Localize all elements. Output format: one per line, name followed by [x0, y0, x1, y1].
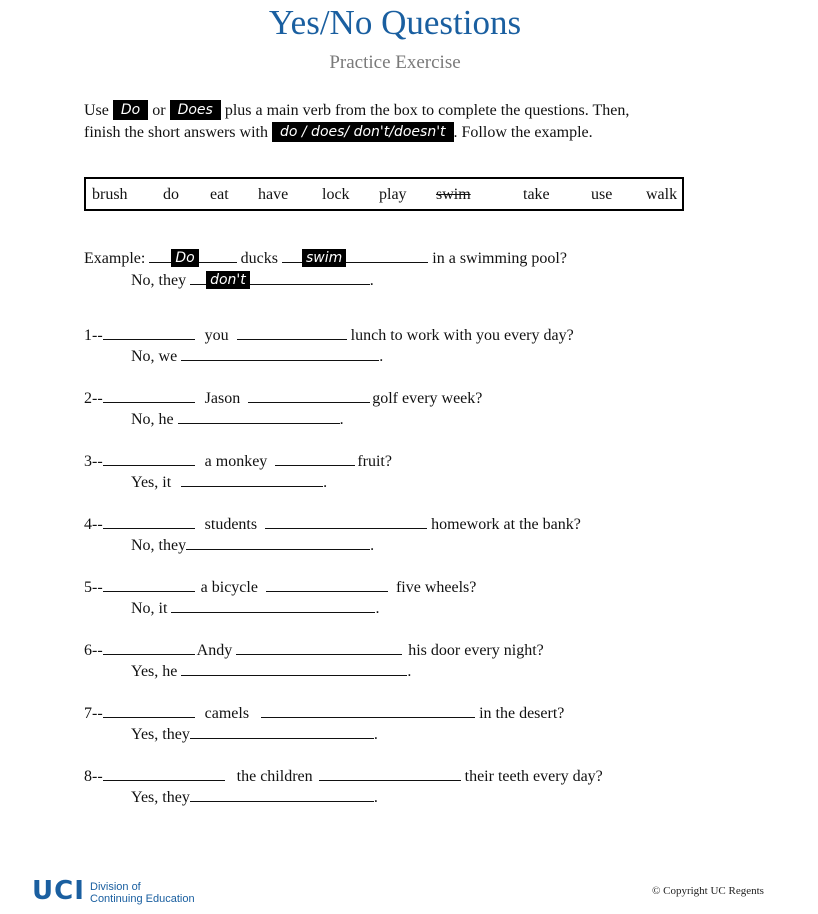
- question-number: 7--: [84, 705, 103, 722]
- answer-blank[interactable]: [236, 640, 402, 655]
- answer-blank[interactable]: [266, 577, 388, 592]
- answer-blank[interactable]: [103, 388, 195, 403]
- question-rest: homework at the bank?: [431, 516, 581, 533]
- answer-1: [131, 346, 383, 366]
- answer-blank[interactable]: [181, 661, 407, 676]
- question-rest: his door every night?: [408, 642, 544, 659]
- word-box: [84, 177, 684, 211]
- example-subject: ducks: [240, 250, 278, 267]
- question-subject: a bicycle: [200, 579, 258, 596]
- answer-start: No, they: [131, 537, 187, 554]
- answer-5: [131, 598, 379, 618]
- answer-start: Yes, it: [131, 474, 172, 491]
- answer-blank[interactable]: [248, 388, 370, 403]
- instructions-text: . Follow the example.: [453, 124, 593, 141]
- answer-6: [131, 661, 411, 681]
- question-1: [84, 325, 574, 345]
- answer-4: [131, 535, 374, 555]
- blank: [250, 270, 370, 285]
- answer-blank[interactable]: [265, 514, 427, 529]
- answer-blank[interactable]: [181, 346, 379, 361]
- answer-7: [131, 724, 378, 744]
- division-line-1: Division of: [90, 881, 141, 893]
- example-verb-answer: swim: [302, 249, 346, 267]
- answer-blank[interactable]: [190, 724, 374, 739]
- question-subject: a monkey: [204, 453, 268, 470]
- answer-end: .: [339, 411, 344, 428]
- answer-start: No, we: [131, 348, 178, 365]
- question-4: [84, 514, 581, 534]
- question-number: 5--: [84, 579, 103, 596]
- blank: [190, 270, 206, 285]
- answer-end: .: [323, 474, 328, 491]
- question-number: 6--: [84, 642, 103, 659]
- answer-end: .: [379, 348, 384, 365]
- answer-2: [131, 409, 344, 429]
- question-rest: five wheels?: [395, 579, 477, 596]
- question-8: [84, 766, 603, 786]
- instructions-text: or: [152, 102, 166, 119]
- question-number: 4--: [84, 516, 103, 533]
- answer-blank[interactable]: [237, 325, 347, 340]
- instructions-line-2: [84, 122, 593, 142]
- highlight-answers: do / does/ don't/doesn't: [272, 122, 454, 142]
- word-play: play: [379, 186, 407, 203]
- example-aux-answer: Do: [171, 249, 198, 267]
- answer-end: .: [373, 726, 378, 743]
- blank: [199, 248, 237, 263]
- answer-blank[interactable]: [261, 703, 475, 718]
- question-subject: the children: [236, 768, 313, 785]
- question-subject: Andy: [196, 642, 233, 659]
- answer-blank[interactable]: [103, 577, 195, 592]
- word-walk: walk: [646, 186, 678, 203]
- answer-blank[interactable]: [319, 766, 461, 781]
- page-title: Yes/No Questions: [268, 3, 522, 42]
- division-label: [90, 881, 195, 905]
- question-subject: camels: [204, 705, 250, 722]
- question-rest: golf every week?: [372, 390, 483, 407]
- question-subject: students: [204, 516, 258, 533]
- word-eat: eat: [210, 186, 229, 203]
- word-have: have: [258, 186, 289, 203]
- answer-end: .: [407, 663, 412, 680]
- answer-blank[interactable]: [103, 325, 195, 340]
- answer-blank[interactable]: [186, 535, 370, 550]
- example-question: [84, 248, 567, 268]
- instructions-line-1: [84, 100, 629, 120]
- blank: [282, 248, 302, 263]
- answer-blank[interactable]: [190, 787, 374, 802]
- question-number: 1--: [84, 327, 103, 344]
- question-6: [84, 640, 544, 660]
- word-brush: brush: [92, 186, 128, 203]
- answer-blank[interactable]: [171, 598, 375, 613]
- question-5: [84, 577, 476, 597]
- question-rest: their teeth every day?: [464, 768, 603, 785]
- question-number: 2--: [84, 390, 103, 407]
- highlight-does: Does: [170, 100, 221, 120]
- question-3: [84, 451, 392, 471]
- answer-end: .: [375, 600, 380, 617]
- answer-8: [131, 787, 378, 807]
- answer-blank[interactable]: [103, 514, 195, 529]
- instructions-text: finish the short answers with: [84, 124, 268, 141]
- question-7: [84, 703, 564, 723]
- word-do: do: [163, 186, 179, 203]
- answer-blank[interactable]: [103, 640, 195, 655]
- example-answer-start: No, they: [131, 272, 187, 289]
- answer-start: No, it: [131, 600, 168, 617]
- answer-blank[interactable]: [103, 766, 225, 781]
- instructions-text: Use: [84, 102, 109, 119]
- answer-blank[interactable]: [178, 409, 340, 424]
- answer-blank[interactable]: [181, 472, 323, 487]
- highlight-do: Do: [113, 100, 148, 120]
- example-answer: [131, 270, 374, 290]
- word-use: use: [591, 186, 613, 203]
- answer-start: Yes, he: [131, 663, 178, 680]
- question-2: [84, 388, 482, 408]
- answer-end: .: [370, 537, 375, 554]
- question-rest: lunch to work with you every day?: [350, 327, 574, 344]
- answer-start: No, he: [131, 411, 174, 428]
- answer-start: Yes, they: [131, 789, 190, 806]
- blank: [346, 248, 428, 263]
- uci-logo: UCI: [32, 876, 85, 906]
- answer-blank[interactable]: [275, 451, 355, 466]
- answer-blank[interactable]: [103, 451, 195, 466]
- example-answer-aux: don't: [206, 271, 250, 289]
- division-line-2: Continuing Education: [90, 893, 195, 905]
- question-rest: in the desert?: [479, 705, 565, 722]
- example-label: Example:: [84, 250, 146, 267]
- example-rest: in a swimming pool?: [432, 250, 567, 267]
- answer-end: .: [373, 789, 378, 806]
- word-swim-crossed: swim: [436, 186, 471, 203]
- instructions-text: plus a main verb from the box to complete the questions. Then,: [224, 102, 630, 119]
- page-subtitle: Practice Exercise: [329, 52, 461, 73]
- question-rest: fruit?: [357, 453, 392, 470]
- answer-3: [131, 472, 327, 492]
- question-subject: Jason: [204, 390, 241, 407]
- word-take: take: [523, 186, 550, 203]
- blank: [149, 248, 171, 263]
- question-subject: you: [204, 327, 229, 344]
- question-number: 3--: [84, 453, 103, 470]
- answer-blank[interactable]: [103, 703, 195, 718]
- question-number: 8--: [84, 768, 103, 785]
- example-answer-end: .: [369, 272, 374, 289]
- copyright-notice: © Copyright UC Regents: [652, 885, 764, 897]
- word-lock: lock: [322, 186, 350, 203]
- answer-start: Yes, they: [131, 726, 190, 743]
